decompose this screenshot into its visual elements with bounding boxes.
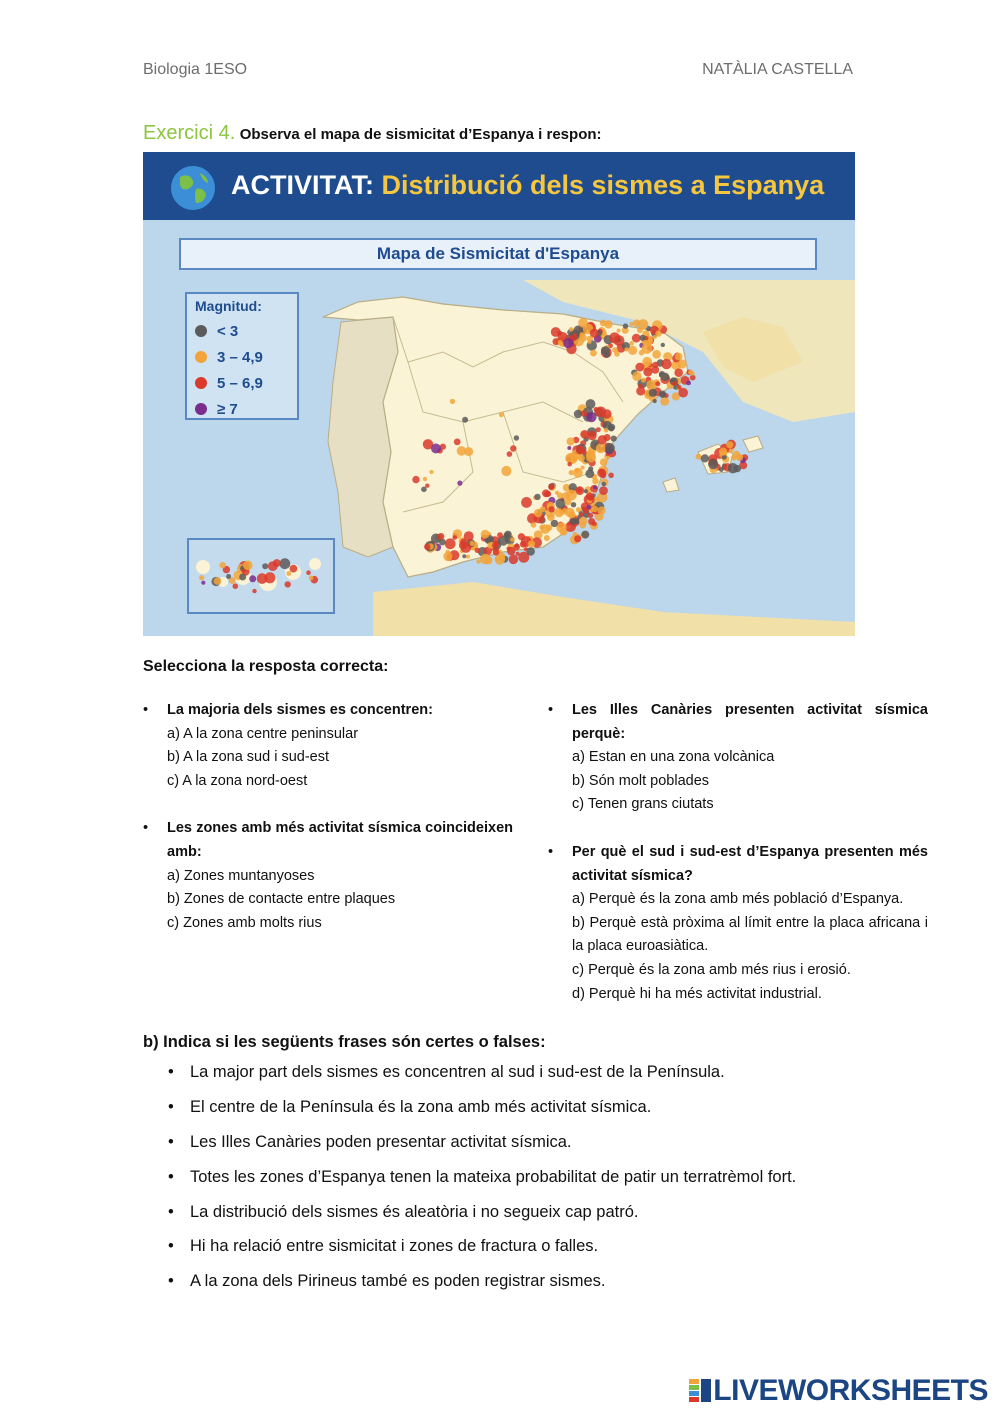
question-text: Per què el sud i sud-est d’Espanya presenten més activitat sísmica? <box>572 843 928 884</box>
earthquake-dot <box>514 435 519 440</box>
answer-option[interactable]: c) A la zona nord-oest <box>167 772 308 789</box>
earthquake-dot <box>499 412 504 417</box>
seismicity-map-figure <box>143 152 855 636</box>
answer-option[interactable]: c) Zones amb molts rius <box>167 914 322 931</box>
answer-option[interactable]: b) Són molt poblades <box>572 772 710 789</box>
earthquake-dot <box>653 335 657 339</box>
earthquake-dot <box>652 350 661 359</box>
earthquake-dot <box>649 389 657 397</box>
earthquake-dot <box>624 347 628 351</box>
earthquake-dot <box>438 533 445 540</box>
earthquake-dot <box>661 359 671 369</box>
earthquake-dot <box>457 446 467 456</box>
answer-option[interactable]: c) Perquè és la zona amb més rius i erosió. <box>572 961 851 978</box>
statement-item[interactable] <box>168 1268 796 1303</box>
earthquake-dot <box>592 478 598 484</box>
earthquake-dot <box>651 366 659 374</box>
earthquake-dot <box>655 381 660 386</box>
bullet-icon: • <box>168 1132 174 1151</box>
earthquake-dot <box>555 491 559 495</box>
exercise-instruction: Observa el mapa de sismicitat d’Espanya i respon: <box>239 126 602 143</box>
earthquake-dot <box>598 506 606 514</box>
activity-banner <box>143 152 855 220</box>
earthquake-dot <box>568 511 576 519</box>
earthquake-dot <box>617 329 621 333</box>
earthquake-dot <box>431 444 441 454</box>
earthquake-dot <box>701 454 709 462</box>
bullet-icon: • <box>168 1272 174 1291</box>
answer-option[interactable]: b) Perquè està pròxima al límit entre la placa africana i la placa euroasiàtica. <box>572 914 928 955</box>
legend-title: Magnitud: <box>195 298 262 314</box>
earthquake-dot <box>592 521 597 526</box>
earthquake-dot <box>573 468 583 478</box>
earthquake-dot <box>653 399 657 403</box>
earthquake-dot <box>443 552 452 561</box>
earthquake-dot <box>579 332 585 338</box>
exercise-number: Exercici 4. <box>143 122 236 144</box>
question-item <box>548 699 928 817</box>
earthquake-dot <box>596 427 601 432</box>
earthquake-dot <box>528 540 535 547</box>
statement-text: La distribució dels sismes és aleatòria i no segueix cap patró. <box>190 1202 639 1221</box>
earthquake-dot <box>587 431 596 440</box>
earthquake-dot <box>598 435 607 444</box>
earthquake-dot <box>558 340 563 345</box>
earthquake-dot <box>609 332 620 343</box>
earthquake-dot <box>675 353 683 361</box>
earthquake-dot <box>539 525 544 530</box>
earthquake-dot <box>510 445 516 451</box>
earthquake-dot <box>672 381 677 386</box>
earthquake-dot <box>588 513 593 518</box>
earthquake-dot <box>548 506 554 512</box>
earthquake-dot <box>599 486 608 495</box>
earthquake-dot <box>423 477 427 481</box>
earthquake-dot <box>581 531 589 539</box>
earthquake-dot <box>545 491 551 497</box>
statement-text: Totes les zones d’Espanya tenen la mateixa probabilitat de patir un terratrèmol fort. <box>190 1167 797 1186</box>
earthquake-dot <box>604 320 612 328</box>
earthquake-dot <box>602 482 606 486</box>
earthquake-dot <box>576 507 581 512</box>
earthquake-dot <box>507 451 513 457</box>
earthquake-dot <box>726 441 733 448</box>
earthquake-dot <box>608 473 614 479</box>
statement-text: A la zona dels Pirineus també es poden registrar sismes. <box>190 1272 606 1291</box>
part-a-heading: Selecciona la resposta correcta: <box>143 658 389 675</box>
earthquake-dot <box>581 466 585 470</box>
earthquake-dot <box>632 334 641 343</box>
earthquake-dot <box>510 537 515 542</box>
legend-dot-icon <box>195 403 207 415</box>
earthquake-dot <box>470 541 475 546</box>
earthquake-dot <box>585 469 594 478</box>
earthquake-dot <box>719 448 727 456</box>
question-text: La majoria dels sismes es concentren: <box>167 702 433 718</box>
earthquake-dot <box>612 347 618 353</box>
earthquake-dot <box>605 443 615 453</box>
answer-option[interactable]: c) Tenen grans ciutats <box>572 796 714 813</box>
earthquake-dot <box>728 463 738 473</box>
legend-item <box>195 344 289 370</box>
earthquake-dot <box>421 487 427 493</box>
answer-option[interactable]: a) Estan en una zona volcànica <box>572 749 775 766</box>
earthquake-dot <box>596 443 606 453</box>
earthquake-dot <box>581 449 587 455</box>
earthquake-dot <box>567 462 572 467</box>
bullet-icon: • <box>143 702 149 718</box>
earthquake-dot <box>651 384 656 389</box>
answer-option[interactable]: a) Zones muntanyoses <box>167 867 315 884</box>
earthquake-dot <box>571 502 576 507</box>
earthquake-dot <box>567 446 571 450</box>
earthquake-dot <box>547 513 555 521</box>
globe-icon <box>170 165 216 211</box>
canary-islands-inset <box>187 538 335 614</box>
earthquake-dot <box>540 506 546 512</box>
earthquake-dot <box>453 535 458 540</box>
earthquake-dot <box>531 522 537 528</box>
earthquake-dot <box>590 350 597 357</box>
questions-left-column <box>143 699 513 959</box>
statement-text: El centre de la Península és la zona amb més activitat sísmica. <box>190 1097 652 1116</box>
earthquake-dot <box>595 407 606 418</box>
legend-label: 3 – 4,9 <box>217 348 263 366</box>
earthquake-dot <box>661 373 669 381</box>
earthquake-dot <box>462 417 468 423</box>
earthquake-dot <box>601 346 610 355</box>
earthquake-dot <box>445 538 456 549</box>
legend-dot-icon <box>195 351 207 363</box>
question-text: Les Illes Canàries presenten activitat sísmica perquè: <box>572 702 928 742</box>
liveworksheets-brand[interactable] <box>689 1374 988 1408</box>
earthquake-dot <box>736 454 743 461</box>
earthquake-dot <box>584 489 588 493</box>
exercise-title <box>143 122 602 145</box>
bullet-icon: • <box>168 1097 174 1116</box>
earthquake-dot <box>475 548 480 553</box>
statement-item[interactable] <box>168 1129 796 1164</box>
earthquake-dot <box>635 363 644 372</box>
earthquake-dot <box>574 410 582 418</box>
earthquake-dot <box>480 554 491 565</box>
earthquake-dot <box>429 470 433 474</box>
earthquake-dot <box>690 371 694 375</box>
earthquake-dot <box>459 541 467 549</box>
earthquake-dot <box>457 481 462 486</box>
earthquake-dot <box>555 498 565 508</box>
earthquake-dot <box>611 436 617 442</box>
earthquake-dot <box>516 552 520 556</box>
true-false-list <box>168 1059 796 1303</box>
earthquake-dot <box>509 555 519 565</box>
earthquake-dot <box>544 535 550 541</box>
bullet-icon: • <box>548 843 554 860</box>
earthquake-dot <box>638 319 648 329</box>
question-item <box>548 841 928 1006</box>
bullet-icon: • <box>548 702 554 718</box>
earthquake-dot <box>696 454 702 460</box>
earthquake-dot <box>548 484 554 490</box>
question-item <box>143 817 513 935</box>
map-title: Mapa de Sismicitat d'Espanya <box>179 238 817 270</box>
earthquake-dot <box>574 535 581 542</box>
earthquake-dot <box>580 522 587 529</box>
statement-text: Les Illes Canàries poden presentar activitat sísmica. <box>190 1132 572 1151</box>
statement-text: La major part dels sismes es concentren al sud i sud-est de la Península. <box>190 1063 725 1081</box>
earthquake-dot <box>640 335 646 341</box>
bullet-icon: • <box>168 1237 174 1256</box>
answer-option[interactable]: d) Perquè hi ha més activitat industrial. <box>572 985 822 1002</box>
earthquake-dot <box>570 518 577 525</box>
earthquake-dot <box>604 428 609 433</box>
earthquake-dot <box>629 341 634 346</box>
statement-item[interactable] <box>168 1233 796 1268</box>
earthquake-dot <box>495 557 499 561</box>
statement-item[interactable] <box>168 1199 796 1234</box>
magnitude-legend <box>185 292 299 420</box>
earthquake-dot <box>661 392 666 397</box>
earthquake-dot <box>563 338 573 348</box>
banner-title: Distribució dels sismes a Espanya <box>381 170 825 200</box>
bullet-icon: • <box>143 820 149 837</box>
earthquake-dot <box>623 323 628 328</box>
author-header: NATÀLIA CASTELLA <box>702 61 853 78</box>
legend-item <box>195 318 289 344</box>
earthquake-dot <box>466 555 470 559</box>
statement-item[interactable] <box>168 1094 796 1129</box>
statement-text: Hi ha relació entre sismicitat i zones de fractura o falles. <box>190 1237 599 1256</box>
legend-label: 5 – 6,9 <box>217 374 263 392</box>
earthquake-dot <box>608 426 614 432</box>
earthquake-dot <box>546 525 552 531</box>
earthquake-dot <box>600 458 608 466</box>
earthquake-dot <box>588 495 593 500</box>
earthquake-dot <box>575 486 584 495</box>
legend-item <box>195 396 289 422</box>
brand-name: LIVEWORKSHEETS <box>713 1374 988 1407</box>
earthquake-dot <box>424 544 430 550</box>
earthquake-dot <box>498 555 505 562</box>
earthquake-dot <box>462 554 466 558</box>
statement-item[interactable] <box>168 1059 796 1094</box>
banner-label: ACTIVITAT: <box>231 170 374 200</box>
answer-option[interactable]: b) Zones de contacte entre plaques <box>167 891 396 908</box>
earthquake-dot <box>507 547 511 551</box>
earthquake-dot <box>660 397 669 406</box>
earthquake-dot <box>600 472 606 478</box>
questions-right-column <box>548 699 928 1030</box>
earthquake-dot <box>562 492 569 499</box>
statement-item[interactable] <box>168 1164 796 1199</box>
question-item <box>143 699 513 793</box>
earthquake-dot <box>587 505 592 510</box>
earthquake-dot <box>580 513 584 517</box>
earthquake-dot <box>551 327 561 337</box>
bullet-icon: • <box>168 1167 174 1186</box>
earthquake-dot <box>569 327 574 332</box>
earthquake-dot <box>524 547 528 551</box>
earthquake-dot <box>501 466 511 476</box>
earthquake-dot <box>632 372 641 381</box>
earthquake-dot <box>562 508 568 514</box>
earthquake-dot <box>454 439 461 446</box>
earthquake-dot <box>641 378 646 383</box>
bullet-icon: • <box>168 1202 174 1221</box>
earthquake-dot <box>586 412 596 422</box>
earthquake-dot <box>636 387 645 396</box>
part-b-heading: b) Indica si les següents frases són certes o falses: <box>143 1033 546 1051</box>
subject-header: Biologia 1ESO <box>143 61 248 78</box>
earthquake-dot <box>481 530 490 539</box>
earthquake-dot <box>450 399 455 404</box>
earthquake-dot <box>674 368 683 377</box>
earthquake-dot <box>643 367 652 376</box>
earthquake-dot <box>567 437 575 445</box>
earthquake-dot <box>476 559 481 564</box>
legend-item <box>195 370 289 396</box>
bullet-icon: • <box>168 1063 174 1081</box>
earthquake-dot <box>492 543 498 549</box>
earthquake-dot <box>590 329 599 338</box>
earthquake-dot <box>504 531 511 538</box>
legend-label: ≥ 7 <box>217 400 238 418</box>
answer-option[interactable]: a) Perquè és la zona amb més població d’Espanya. <box>572 891 904 908</box>
earthquake-dot <box>497 532 503 538</box>
earthquake-dot <box>592 506 599 513</box>
earthquake-dot <box>534 494 540 500</box>
legend-dot-icon <box>195 325 207 337</box>
earthquake-dot <box>412 476 419 483</box>
earthquake-dot <box>629 322 633 326</box>
earthquake-dot <box>593 485 597 489</box>
earthquake-dot <box>586 450 596 460</box>
liveworksheets-logo-icon <box>689 1379 711 1403</box>
answer-option[interactable]: a) A la zona centre peninsular <box>167 725 359 742</box>
earthquake-dot <box>686 381 691 386</box>
earthquake-dot <box>521 497 532 508</box>
answer-option[interactable]: b) A la zona sud i sud-est <box>167 749 330 766</box>
earthquake-dot <box>578 455 585 462</box>
earthquake-dot <box>708 459 718 469</box>
earthquake-dot <box>464 531 474 541</box>
earthquake-dot <box>628 346 637 355</box>
legend-label: < 3 <box>217 322 239 340</box>
legend-dot-icon <box>195 377 207 389</box>
earthquake-dot <box>678 388 688 398</box>
earthquake-dot <box>661 343 665 347</box>
question-text: Les zones amb més activitat sísmica coincideixen amb: <box>167 820 513 860</box>
